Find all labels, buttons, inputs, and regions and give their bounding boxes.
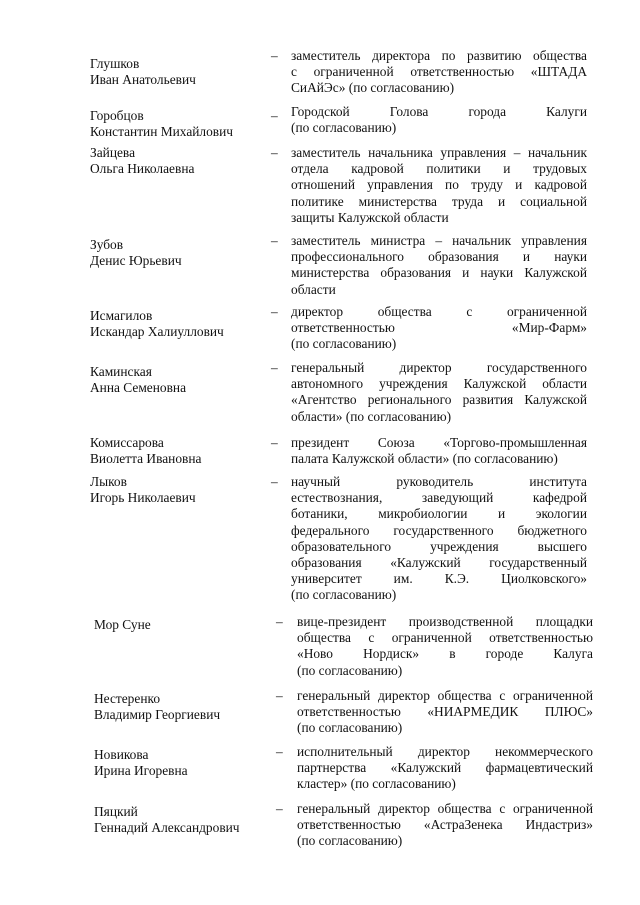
member-given-name: Ирина Игоревна	[94, 763, 188, 779]
position-line: отношений управления по труду и кадровой	[291, 177, 587, 193]
dash-separator: –	[276, 744, 283, 759]
position-line: ответственностью «АстраЗенека Индастриз»	[297, 817, 593, 833]
member-name	[90, 108, 265, 140]
member-surname: Горобцов	[90, 108, 144, 123]
member-surname: Исмагилов	[90, 308, 153, 323]
position-line: исполнительный директор некоммерческого	[297, 744, 593, 759]
member-name	[90, 474, 265, 506]
member-name	[94, 804, 269, 836]
member-position	[291, 233, 587, 298]
position-line: естествознания, заведующий кафедрой	[291, 490, 587, 506]
member-position	[291, 474, 587, 604]
position-line: заместитель начальника управления – начальник	[291, 145, 587, 160]
member-position	[291, 360, 587, 425]
member-surname: Пяцкий	[94, 804, 138, 819]
position-line: президент Союза «Торгово-промышленная	[291, 435, 587, 450]
position-line: федерального государственного бюджетного	[291, 522, 587, 538]
member-given-name: Денис Юрьевич	[90, 253, 182, 269]
member-name	[90, 308, 265, 340]
member-surname: Зайцева	[90, 145, 136, 160]
member-given-name: Анна Семеновна	[90, 380, 187, 396]
position-line: министерства образования и науки Калужской	[291, 265, 587, 281]
member-name	[90, 145, 265, 177]
member-surname: Глушков	[90, 56, 140, 71]
position-line: (по согласованию)	[297, 833, 403, 849]
dash-separator: –	[271, 145, 278, 160]
position-line: (по согласованию)	[297, 662, 403, 678]
position-line: «Агентство регионального развития Калужской	[291, 392, 587, 408]
dash-separator: –	[271, 108, 278, 123]
member-position	[291, 304, 587, 353]
member-position	[291, 48, 587, 97]
member-position	[297, 801, 593, 850]
position-line: генеральный директор общества с ограниченной	[297, 801, 593, 816]
member-surname: Лыков	[90, 474, 127, 489]
member-given-name: Искандар Халиуллович	[90, 324, 224, 340]
position-line: научный руководитель института	[291, 474, 587, 489]
member-surname: Мор Суне	[94, 617, 151, 632]
member-name	[94, 617, 269, 633]
member-name	[94, 747, 269, 779]
dash-separator: –	[276, 688, 283, 703]
dash-separator: –	[271, 304, 278, 319]
position-line: директор общества с ограниченной	[291, 304, 587, 319]
member-position	[291, 104, 587, 136]
position-line: «Ново Нордиск» в городе Калуга	[297, 646, 593, 662]
position-line: (по согласованию)	[291, 587, 397, 603]
member-name	[90, 237, 265, 269]
position-line: Городской Голова города Калуги	[291, 104, 587, 119]
position-line: партнерства «Калужский фармацевтический	[297, 760, 593, 776]
position-line: отдела кадровой политики и трудовых	[291, 161, 587, 177]
member-position	[297, 688, 593, 737]
position-line: вице-президент производственной площадки	[297, 614, 593, 629]
member-given-name: Ольга Николаевна	[90, 161, 195, 177]
member-given-name: Игорь Николаевич	[90, 490, 196, 506]
position-line: образовательного учреждения высшего	[291, 538, 587, 554]
position-line: СиАйЭс» (по согласованию)	[291, 80, 455, 96]
member-given-name: Владимир Георгиевич	[94, 707, 221, 723]
member-given-name: Геннадий Александрович	[94, 820, 240, 836]
position-line: общества с ограниченной ответственностью	[297, 630, 593, 646]
position-line: заместитель директора по развитию общества	[291, 48, 587, 63]
member-given-name: Иван Анатольевич	[90, 72, 196, 88]
member-name	[90, 56, 265, 88]
member-position	[297, 614, 593, 679]
dash-separator: –	[271, 474, 278, 489]
dash-separator: –	[271, 233, 278, 248]
member-surname: Зубов	[90, 237, 124, 252]
position-line: университет им. К.Э. Циолковского»	[291, 571, 587, 587]
member-surname: Каминская	[90, 364, 152, 379]
position-line: области» (по согласованию)	[291, 408, 452, 424]
member-surname: Комиссарова	[90, 435, 164, 450]
member-given-name: Виолетта Ивановна	[90, 451, 202, 467]
member-name	[94, 691, 269, 723]
dash-separator: –	[276, 801, 283, 816]
position-line: палата Калужской области» (по согласованию)	[291, 451, 558, 467]
member-position	[291, 435, 587, 467]
dash-separator: –	[271, 48, 278, 63]
position-line: (по согласованию)	[291, 120, 397, 136]
member-given-name: Константин Михайлович	[90, 124, 234, 140]
position-line: генеральный директор общества с ограниченной	[297, 688, 593, 703]
position-line: ответственностью «Мир-Фарм»	[291, 320, 587, 336]
position-line: области	[291, 281, 336, 297]
position-line: защиты Калужской области	[291, 209, 449, 225]
position-line: ответственностью «НИАРМЕДИК ПЛЮС»	[297, 704, 593, 720]
position-line: генеральный директор государственного	[291, 360, 587, 375]
dash-separator: –	[271, 435, 278, 450]
member-name	[90, 364, 265, 396]
member-position	[297, 744, 593, 793]
member-position	[291, 145, 587, 226]
position-line: кластер» (по согласованию)	[297, 776, 456, 792]
dash-separator: –	[276, 614, 283, 629]
member-name	[90, 435, 265, 467]
position-line: (по согласованию)	[291, 336, 397, 352]
position-line: профессионального образования и науки	[291, 249, 587, 265]
position-line: образования «Калужский государственный	[291, 555, 587, 571]
position-line: ботаники, микробиологии и экологии	[291, 506, 587, 522]
member-surname: Нестеренко	[94, 691, 161, 706]
position-line: политике министерства труда и социальной	[291, 193, 587, 209]
position-line: заместитель министра – начальник управления	[291, 233, 587, 248]
position-line: автономного учреждения Калужской области	[291, 376, 587, 392]
dash-separator: –	[271, 360, 278, 375]
position-line: (по согласованию)	[297, 720, 403, 736]
position-line: с ограниченной ответственностью «ШТАДА	[291, 64, 587, 80]
member-surname: Новикова	[94, 747, 149, 762]
